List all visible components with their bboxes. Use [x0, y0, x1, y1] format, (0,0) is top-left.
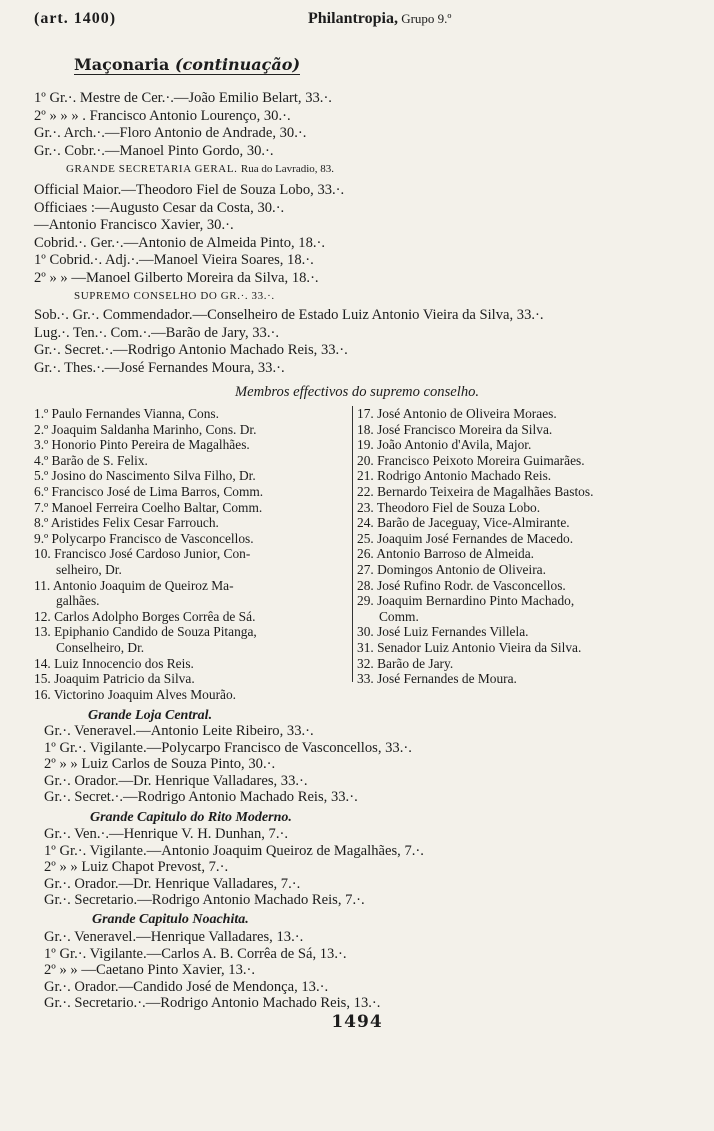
loja-central-title: Grande Loja Central. [88, 708, 213, 723]
grande-secretaria-title: GRANDE SECRETARIA GERAL. [66, 163, 238, 175]
member-entry: 4.º Barão de S. Felix. [34, 452, 148, 468]
text-line: Gr.·. Arch.·.—Floro Antonio de Andrade, 30.·. [34, 125, 307, 141]
supremo-conselho-heading: SUPREMO CONSELHO DO GR.·. 33.·. [74, 290, 275, 302]
text-line: Official Maior.—Theodoro Fiel de Souza Lobo, 33.·. [34, 182, 345, 198]
text-line: Lug.·. Ten.·. Com.·.—Barão de Jary, 33.·. [34, 324, 279, 341]
membros-right-column [357, 406, 593, 687]
section-title-main: Maçonaria [74, 55, 170, 74]
header-section [308, 10, 451, 28]
text-line: Gr.·. Veneravel.—Henrique Valladares, 13.·. [44, 929, 304, 945]
section-title-continuation: (continuação) [174, 55, 301, 74]
grande-secretaria-address: Rua do Lavradio, 83. [240, 163, 335, 175]
member-entry: 23. Theodoro Fiel de Souza Lobo. [357, 499, 541, 515]
text-line: Gr.·. Ven.·.—Henrique V. H. Dunhan, 7.·. [44, 826, 289, 842]
member-entry: 8.º Aristides Felix Cesar Farrouch. [34, 515, 219, 531]
header-section-main: Philantropia, [308, 10, 398, 27]
text-line: Gr.·. Secret.·.—Rodrigo Antonio Machado Reis, 33.·. [34, 342, 348, 358]
text-line: Gr.·. Orador.—Dr. Henrique Valladares, 33.·. [44, 772, 308, 789]
member-entry: selheiro, Dr. [56, 561, 122, 577]
member-entry: 15. Joaquim Patricio da Silva. [34, 671, 195, 687]
column-divider [352, 406, 353, 682]
text-line: Sob.·. Gr.·. Commendador.—Conselheiro de Estado Luiz Antonio Vieira da Silva, 33.·. [34, 307, 544, 323]
text-line: 2º » » Luiz Carlos de Souza Pinto, 30.·. [44, 756, 276, 773]
text-line: 2º » » » . Francisco Antonio Lourenço, 30.·. [34, 107, 291, 124]
member-entry: 14. Luiz Innocencio dos Reis. [34, 655, 194, 671]
text-line: Gr.·. Orador.—Dr. Henrique Valladares, 7.·. [44, 875, 301, 892]
text-line: Officiaes :—Augusto Cesar da Costa, 30.·. [34, 199, 285, 216]
member-entry: 32. Barão de Jary. [357, 655, 454, 671]
member-entry: 12. Carlos Adolpho Borges Corrêa de Sá. [34, 608, 256, 624]
text-line: 2º » » —Manoel Gilberto Moreira da Silva, 18.·. [34, 269, 319, 286]
member-entry: 20. Francisco Peixoto Moreira Guimarães. [357, 452, 585, 468]
member-entry: Comm. [379, 608, 419, 624]
text-line: Gr.·. Veneravel.—Antonio Leite Ribeiro, 33.·. [44, 723, 314, 739]
member-entry: 25. Joaquim José Fernandes de Macedo. [357, 530, 574, 546]
noachita-title: Grande Capitulo Noachita. [92, 912, 249, 927]
member-entry: 27. Domingos Antonio de Oliveira. [357, 561, 546, 577]
member-entry: 13. Epiphanio Candido de Souza Pitanga, [34, 624, 257, 640]
member-entry: 30. José Luiz Fernandes Villela. [357, 624, 529, 640]
member-entry: 7.º Manoel Ferreira Coelho Baltar, Comm. [34, 499, 263, 515]
member-entry: 22. Bernardo Teixeira de Magalhães Bastos. [357, 483, 594, 499]
text-line: Gr.·. Secretario.—Rodrigo Antonio Machado Reis, 7.·. [44, 892, 365, 909]
text-line: 2º » » Luiz Chapot Prevost, 7.·. [44, 859, 229, 876]
membros-title: Membros effectivos do supremo conselho. [234, 384, 480, 400]
member-entry: 18. José Francisco Moreira da Silva. [357, 421, 553, 437]
member-entry: 24. Barão de Jaceguay, Vice-Almirante. [357, 515, 570, 531]
member-entry: 17. José Antonio de Oliveira Moraes. [357, 406, 557, 421]
member-entry: 16. Victorino Joaquim Alves Mourão. [34, 686, 237, 702]
text-line: Cobrid.·. Ger.·.—Antonio de Almeida Pinto, 18.·. [34, 234, 326, 251]
rito-moderno-title: Grande Capitulo do Rito Moderno. [90, 810, 292, 825]
text-line: 1º Gr.·. Vigilante.—Polycarpo Francisco de Vasconcellos, 33.·. [44, 739, 412, 756]
member-entry: 1.º Paulo Fernandes Vianna, Cons. [34, 406, 219, 421]
member-entry: 6.º Francisco José de Lima Barros, Comm. [34, 483, 264, 499]
header-article: (art. 1400) [34, 10, 117, 27]
member-entry: 11. Antonio Joaquim de Queiroz Ma- [34, 577, 234, 593]
text-line: Gr.·. Secret.·.—Rodrigo Antonio Machado Reis, 33.·. [44, 789, 358, 806]
member-entry: 3.º Honorio Pinto Pereira de Magalhães. [34, 437, 250, 453]
text-line: 1º Cobrid.·. Adj.·.—Manoel Vieira Soares, 18.·. [34, 252, 314, 268]
header-section-group: Grupo 9.º [397, 11, 452, 26]
member-entry: Conselheiro, Dr. [56, 639, 145, 655]
member-entry: 29. Joaquim Bernardino Pinto Machado, [357, 593, 575, 609]
member-entry: 28. José Rufino Rodr. de Vasconcellos. [357, 577, 566, 593]
text-line: Gr.·. Cobr.·.—Manoel Pinto Gordo, 30.·. [34, 142, 274, 159]
section-title [74, 56, 300, 75]
member-entry: 19. João Antonio d'Avila, Major. [357, 437, 532, 453]
text-line: 1º Gr.·. Vigilante.—Carlos A. B. Corrêa de Sá, 13.·. [44, 945, 347, 962]
text-line: Gr.·. Thes.·.—José Fernandes Moura, 33.·. [34, 359, 285, 376]
text-line: 2º » » —Caetano Pinto Xavier, 13.·. [44, 962, 256, 979]
text-line: Gr.·. Secretario.·.—Rodrigo Antonio Machado Reis, 13.·. [44, 995, 381, 1012]
text-line: Gr.·. Orador.—Candido José de Mendonça, 13.·. [44, 978, 329, 995]
member-entry: 31. Senador Luiz Antonio Vieira da Silva. [357, 639, 582, 655]
running-header [0, 0, 714, 36]
member-entry: 5.º Josino do Nascimento Silva Filho, Dr. [34, 468, 256, 484]
membros-left-column [34, 406, 263, 702]
member-entry: 33. José Fernandes de Moura. [357, 671, 517, 687]
member-entry: 26. Antonio Barroso de Almeida. [357, 546, 535, 562]
member-entry: 21. Rodrigo Antonio Machado Reis. [357, 468, 552, 484]
member-entry: 10. Francisco José Cardoso Junior, Con- [34, 546, 251, 562]
member-entry: galhães. [56, 593, 100, 609]
text-line: —Antonio Francisco Xavier, 30.·. [34, 217, 234, 233]
member-entry: 9.º Polycarpo Francisco de Vasconcellos. [34, 530, 254, 546]
text-line: 1º Gr.·. Mestre de Cer.·.—João Emilio Belart, 33.·. [34, 90, 332, 106]
member-entry: 2.º Joaquim Saldanha Marinho, Cons. Dr. [34, 421, 257, 437]
text-line: 1º Gr.·. Vigilante.—Antonio Joaquim Queiroz de Magalhães, 7.·. [44, 842, 424, 859]
page-number: 1494 [331, 1012, 383, 1032]
grande-secretaria-heading [66, 163, 334, 175]
